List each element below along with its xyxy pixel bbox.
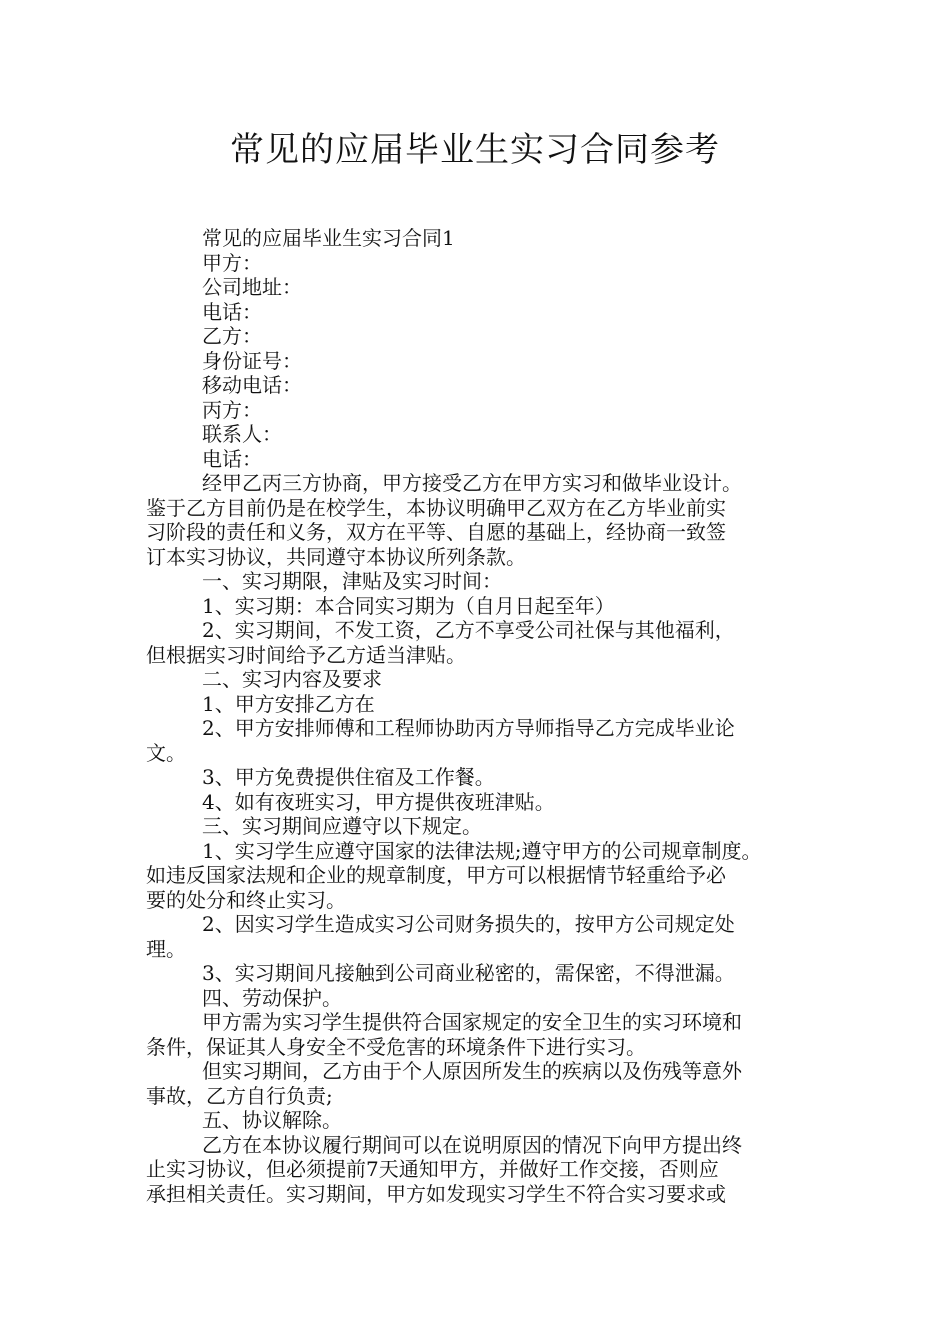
document-line: 2、甲方安排师傅和工程师协助丙方导师指导乙方完成毕业论 bbox=[202, 716, 735, 740]
document-line: 习阶段的责任和义务，双方在平等、自愿的基础上，经协商一致签 bbox=[146, 520, 726, 544]
document-line: 1、甲方安排乙方在 bbox=[202, 691, 375, 716]
document-line: 2、因实习学生造成实习公司财务损失的，按甲方公司规定处 bbox=[202, 912, 735, 936]
document-line: 1、实习学生应遵守国家的法律法规;遵守甲方的公司规章制度。 bbox=[202, 838, 762, 863]
document-line: 一、实习期限，津贴及实习时间： bbox=[202, 569, 502, 593]
document-line: 乙方： bbox=[202, 324, 262, 348]
document-line: 联系人： bbox=[202, 422, 282, 446]
document-line: 五、协议解除。 bbox=[202, 1108, 342, 1132]
document-title: 常见的应届毕业生实习合同参考 bbox=[230, 130, 720, 170]
document-line: 鉴于乙方目前仍是在校学生，本协议明确甲乙双方在乙方毕业前实 bbox=[146, 495, 726, 520]
document-line: 如违反国家法规和企业的规章制度，甲方可以根据情节轻重给予必 bbox=[146, 863, 726, 887]
document-line: 条件，保证其人身安全不受危害的环境条件下进行实习。 bbox=[146, 1034, 646, 1059]
document-line: 四、劳动保护。 bbox=[202, 985, 342, 1010]
document-line: 常见的应届毕业生实习合同1 bbox=[202, 226, 455, 250]
document-line: 1、实习期：本合同实习期为（自月日起至年） bbox=[202, 593, 615, 618]
document-line: 文。 bbox=[146, 740, 186, 765]
document-line: 丙方： bbox=[202, 397, 262, 422]
document-line: 甲方需为实习学生提供符合国家规定的安全卫生的实习环境和 bbox=[202, 1010, 742, 1034]
document-line: 身份证号： bbox=[202, 348, 302, 373]
document-line: 电话： bbox=[202, 446, 262, 471]
document-line: 二、实习内容及要求 bbox=[202, 667, 382, 691]
document-line: 但根据实习时间给予乙方适当津贴。 bbox=[146, 642, 466, 667]
document-line: 3、实习期间凡接触到公司商业秘密的，需保密，不得泄漏。 bbox=[202, 961, 735, 985]
document-line: 承担相关责任。实习期间，甲方如发现实习学生不符合实习要求或 bbox=[146, 1181, 726, 1206]
document-line: 止实习协议，但必须提前7天通知甲方，并做好工作交接，否则应 bbox=[146, 1157, 719, 1181]
document-line: 但实习期间，乙方由于个人原因所发生的疾病以及伤残等意外 bbox=[202, 1059, 742, 1083]
document-line: 订本实习协议，共同遵守本协议所列条款。 bbox=[146, 544, 526, 569]
document-line: 三、实习期间应遵守以下规定。 bbox=[202, 814, 482, 838]
document-line: 要的处分和终止实习。 bbox=[146, 887, 346, 912]
document-line: 移动电话： bbox=[202, 373, 302, 397]
document-line: 4、如有夜班实习，甲方提供夜班津贴。 bbox=[202, 789, 555, 814]
document-line: 甲方： bbox=[202, 250, 262, 275]
document-line: 电话： bbox=[202, 299, 262, 324]
document-body bbox=[146, 226, 810, 1206]
document-line: 乙方在本协议履行期间可以在说明原因的情况下向甲方提出终 bbox=[202, 1132, 742, 1157]
document-line: 公司地址： bbox=[202, 275, 302, 299]
document-line: 经甲乙丙三方协商，甲方接受乙方在甲方实习和做毕业设计。 bbox=[202, 471, 742, 495]
document-line: 2、实习期间，不发工资，乙方不享受公司社保与其他福利， bbox=[202, 618, 735, 642]
document-line: 事故，乙方自行负责; bbox=[146, 1083, 333, 1108]
document-line: 3、甲方免费提供住宿及工作餐。 bbox=[202, 765, 495, 789]
document-line: 理。 bbox=[146, 936, 186, 961]
